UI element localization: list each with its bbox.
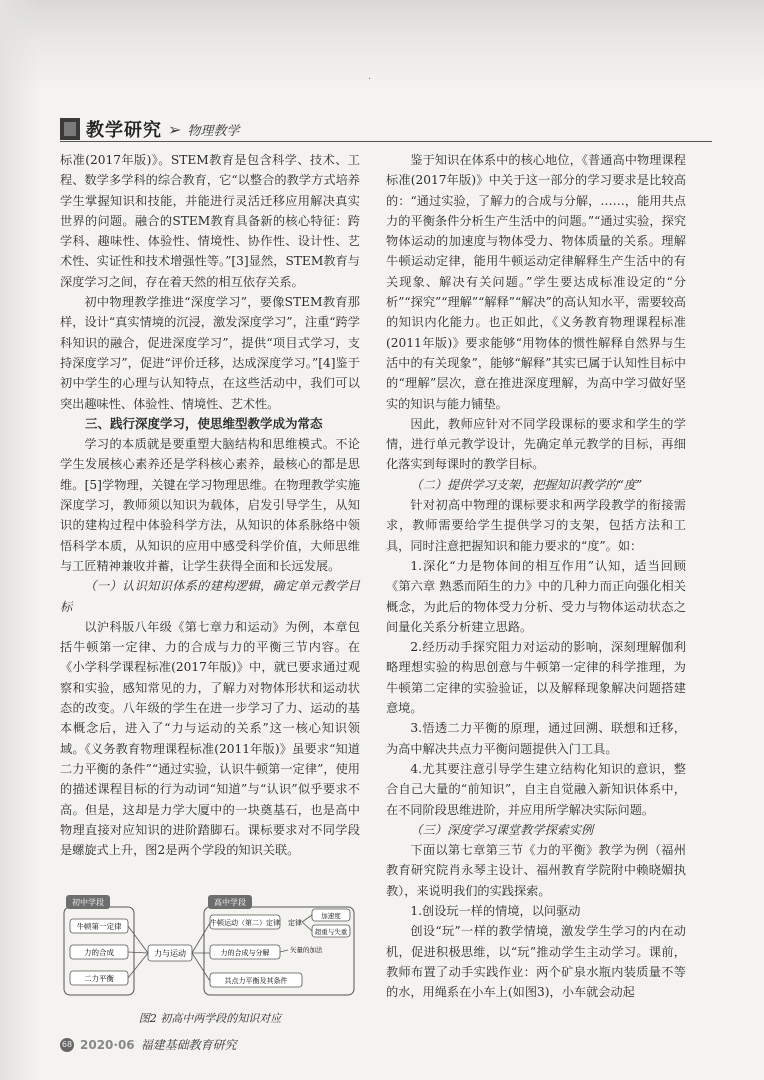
paragraph: 创设“玩”一样的教学情境，激发学生学习的内在动机，促进积极思维，以“玩”推动学生主动学习。课前，教师布置了动手实践作业：两个矿泉水瓶内装质量不等的水，用绳系在小车上(如图3)，小车就会动起: [386, 924, 686, 1000]
paragraph: 因此，教师应针对不同学段课标的要求和学生的学情，进行单元教学设计，先确定单元教学的目标，再细化落实到每课时的教学目标。: [386, 416, 686, 472]
list-item: 3.悟透二力平衡的原理，通过回溯、联想和迁移，为高中解决共点力平衡问题提供入门工具。: [386, 721, 686, 756]
node-addition: 矢量的加法: [290, 946, 323, 954]
paragraph: 针对初高中物理的课标要求和两学段教学的衔接需求，教师需要给学生提供学习的支架，包括方法和工具，同时注意把握知识和能力要求的“度”。如：: [386, 498, 686, 553]
node-compose: 力的合成: [84, 948, 114, 957]
arrow-icon: ➢: [168, 119, 182, 139]
node-balance: 二力平衡: [84, 974, 114, 983]
left-column: [60, 150, 360, 860]
paragraph: 初中物理教学推进“深度学习”，要像STEM教育那样，设计“真实情境的沉浸，激发深度学习”，注重“跨学科知识的融合，促进深度学习”，提供“项目式学习，支持深度学习”，促进“评价迁移，达成深度学习。”[4]鉴于初中学生的心理与认知特点，在这些活动中，我们可以突出趣味性、体验性、情境性、艺术性。: [60, 295, 360, 411]
node-law: 定律: [288, 919, 302, 927]
section-title: 教学研究: [86, 120, 162, 141]
header-rule: [60, 141, 712, 142]
list-item: 4.尤其要注意引导学生建立结构化知识的意识，整合自己大量的“前知识”，自主自觉融入新知识体系中，在不同阶段思维进阶，并应用所学解决实际问题。: [386, 761, 686, 817]
subsection-heading: （三）深度学习课堂教学探索实例: [410, 822, 594, 837]
page-footer: [60, 1036, 237, 1053]
group-label-senior: 高中学段: [214, 898, 246, 907]
list-item: 2.经历动手探究阻力对运动的影响，深刻理解伽利略理想实验的构思创意与牛顿第一定律的科学推理，为牛顿第二定律的实验验证，以及解释现象解决问题搭建意境。: [386, 640, 686, 716]
subsection-heading: （二）提供学习支架，把握知识教学的“度”: [410, 477, 643, 492]
group-label-junior: 初中学段: [72, 898, 104, 907]
figure-caption: 图2 初高中两学段的知识对应: [138, 1012, 282, 1025]
node-law1: 牛顿第一定律: [76, 922, 122, 931]
page-number-badge: 68: [60, 1038, 74, 1052]
node-newton: 牛顿运动（第二）定律: [210, 919, 280, 927]
section-subtitle: 物理教学: [187, 123, 240, 139]
diagram-svg: [62, 893, 362, 1005]
node-balance-condition: 共点力平衡及其条件: [224, 977, 288, 985]
section-heading: 三、践行深度学习，使思维型教学成为常态: [85, 415, 323, 431]
list-item: 1.深化“力是物体间的相互作用”认知，适当回顾《第六章 熟悉而陌生的力》中的几种力而正向强化相关概念，为此后的物体受力分析、受力与物体运动状态之间量化关系分析建立思路。: [386, 558, 686, 634]
node-accel: 加速度: [321, 912, 341, 920]
page-header: [60, 117, 239, 141]
scan-mark: ·: [368, 74, 372, 85]
subsection-heading: （一）认识知识体系的建构逻辑，确定单元教学目标: [60, 579, 360, 614]
right-column: [386, 150, 686, 1002]
journal-name: 福建基础教育研究: [140, 1038, 237, 1052]
paragraph: 标准(2017年版)》。STEM教育是包含科学、技术、工程、数学多学科的综合教育，它“以整合的教学方式培养学生掌握知识和技能，并能进行灵活迁移应用解决真实世界的问题。融合的STEM教育具备新的核心特征：跨学科、趣味性、体验性、情境性、协作性、设计性、艺术性、实证性和技术增强性等。”[3]显然，STEM教育与深度学习之间，存在着天然的相互依存关系。: [60, 153, 360, 289]
node-center: 力与运动: [154, 949, 186, 958]
paragraph: 学习的本质就是要重塑大脑结构和思维模式。不论学生发展核心素养还是学科核心素养，最核心的都是思维。[5]学物理，关键在学习物理思维。在物理教学实施深度学习，教师须以知识为载体，启发引导学生，从知识的建构过程中体验科学方法，从知识的体系脉络中领悟科学本质，从知识的应用中感受科学价值，大师思维与工匠精神兼收并蓄，让学生获得全面和长远发展。: [60, 437, 360, 573]
paragraph: 以沪科版八年级《第七章力和运动》为例，本章包括牛顿第一定律、力的合成与力的平衡三节内容。在《小学科学课程标准(2017年版)》中，就已要求通过观察和实验，感知常见的力，了解力对物体形状和运动状态的改变。八年级的学生在进一步学习了力、运动的基本概念后，进入了“力与运动的关系”这一核心知识领域。《义务教育物理课程标准(2011年版)》虽要求“知道二力平衡的条件”“通过实验，认识牛顿第一定律”，使用的描述课程目标的行为动词“知道”与“认识”似乎要求不高。但是，这却是力学大厦中的一块奠基石，也是高中物理直接对应知识的进阶踏脚石。课标要求对不同学段是螺旋式上升，图2是两个学段的知识关联。: [60, 619, 360, 858]
paragraph: 下面以第七章第三节《力的平衡》教学为例（福州教育研究院肖永琴主设计、福州教育学院附中赖晓媚执教），来说明我们的实践探索。: [386, 843, 686, 898]
paragraph: 鉴于知识在体系中的核心地位，《普通高中物理课程标准(2017年版)》中关于这一部分的学习要求是比较高的：“通过实验，了解力的合成与分解，……，能用共点力的平衡条件分析生产生活中的问题。”“通过实验，探究物体运动的加速度与物体受力、物体质量的关系。理解牛顿运动定律，能用牛顿运动定律解释生产生活中的有关现象、解决有关问题。”学生要达成标准设定的“分析”“探究”“理解”“解释”“解决”的高认知水平，需要较高的知识内化能力。也正如此，《义务教育物理课程标准(2011年版)》要求能够“用物体的惯性解释自然界与生活中的有关现象”，能够“解释”其实已属于认知性目标中的“理解”层次，意在推进深度理解，为高中学习做好坚实的知识与能力铺垫。: [386, 153, 686, 411]
node-compose-decompose: 力的合成与分解: [220, 949, 270, 957]
figure-2-diagram: [62, 893, 362, 1005]
section-logo-icon: [60, 118, 80, 140]
page-edge: [0, 0, 40, 1080]
numbered-heading: 1.创设玩一样的情境，以问驱动: [410, 903, 581, 918]
node-over-under: 超重与失重: [314, 928, 348, 936]
issue-date: 2020·06: [80, 1037, 135, 1052]
